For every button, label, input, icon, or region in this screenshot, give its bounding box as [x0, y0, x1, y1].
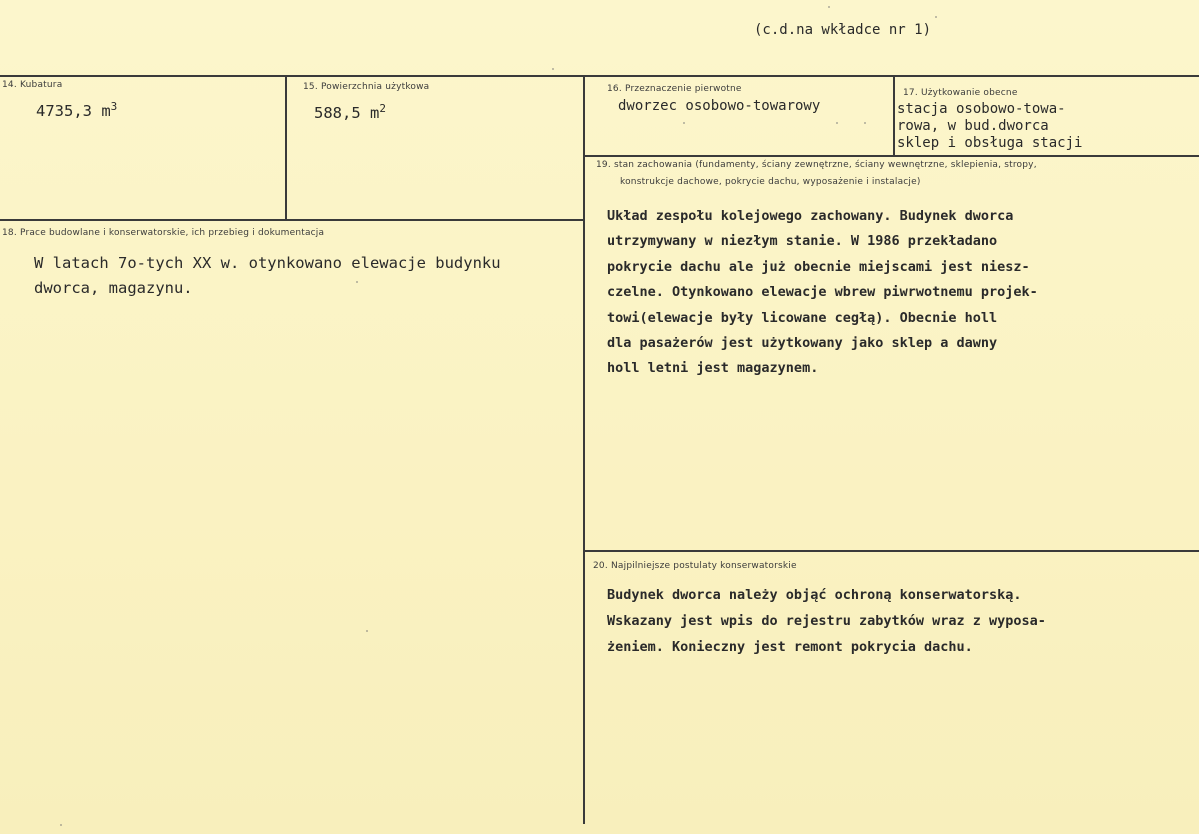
paper-speck [60, 824, 62, 826]
field-19-value: Układ zespołu kolejowego zachowany. Budynek dworca utrzymywany w niezłym stanie. W 1986 przekładano pokrycie dachu ale już obecnie miejscami jest niesz- czelne. Otynkowano elewacje wbrew piwrwotnemu projek- towi(elewacje były licowane cegłą). Obecnie holl dla pasażerów jest użytkowany jako sklep a dawny holl letni jest magazynem. [607, 208, 1038, 377]
field-18-value: W latach 7o-tych XX w. otynkowano elewacje budynku dworca, magazynu. [34, 254, 501, 297]
field-14-value: 4735,3 $m^3$ [36, 100, 118, 121]
field-14-label: 14. Kubatura [2, 80, 63, 90]
top-rule [0, 75, 1199, 77]
field-20-value: Budynek dworca należy objąć ochroną konserwatorską. Wskazany jest wpis do rejestru zabytków wraz z wyposa- żeniem. Konieczny jest remont pokrycia dachu. [607, 587, 1046, 655]
rule-above-18 [0, 219, 585, 221]
field-15-value: 588,5 $m^2$ [314, 102, 386, 123]
field-18-label: 18. Prace budowlane i konserwatorskie, ich przebieg i dokumentacja [2, 228, 325, 238]
divider-16-17 [893, 76, 895, 156]
field-17-label: 17. Użytkowanie obecne [903, 88, 1018, 98]
paper-speck [828, 6, 830, 8]
field-19-label-line1: 19. stan zachowania (fundamenty, ściany zewnętrzne, ściany wewnętrzne, sklepienia, stropy, [596, 160, 1037, 170]
rule-above-20 [585, 550, 1199, 552]
field-19-label-line2: konstrukcje dachowe, pokrycie dachu, wyposażenie i instalacje) [620, 177, 921, 187]
field-20-label: 20. Najpilniejsze postulaty konserwatorskie [593, 561, 797, 571]
rule-above-19 [585, 155, 1199, 157]
continuation-note: (c.d.na wkładce nr 1) [754, 22, 932, 38]
paper-speck [935, 16, 937, 18]
paper-speck [552, 68, 554, 70]
field-16-label: 16. Przeznaczenie pierwotne [607, 84, 742, 94]
paper-speck [864, 122, 866, 124]
field-16-value: dworzec osobowo-towarowy [618, 98, 821, 114]
paper-speck [366, 630, 368, 632]
paper-speck [836, 122, 838, 124]
paper-speck [683, 122, 685, 124]
field-15-label: 15. Powierzchnia użytkowa [303, 82, 430, 92]
divider-left-right [583, 76, 585, 824]
paper-speck [356, 281, 358, 283]
divider-14-15 [285, 76, 287, 219]
field-17-value: stacja osobowo-towa- rowa, w bud.dworca sklep i obsługa stacji [897, 101, 1083, 151]
